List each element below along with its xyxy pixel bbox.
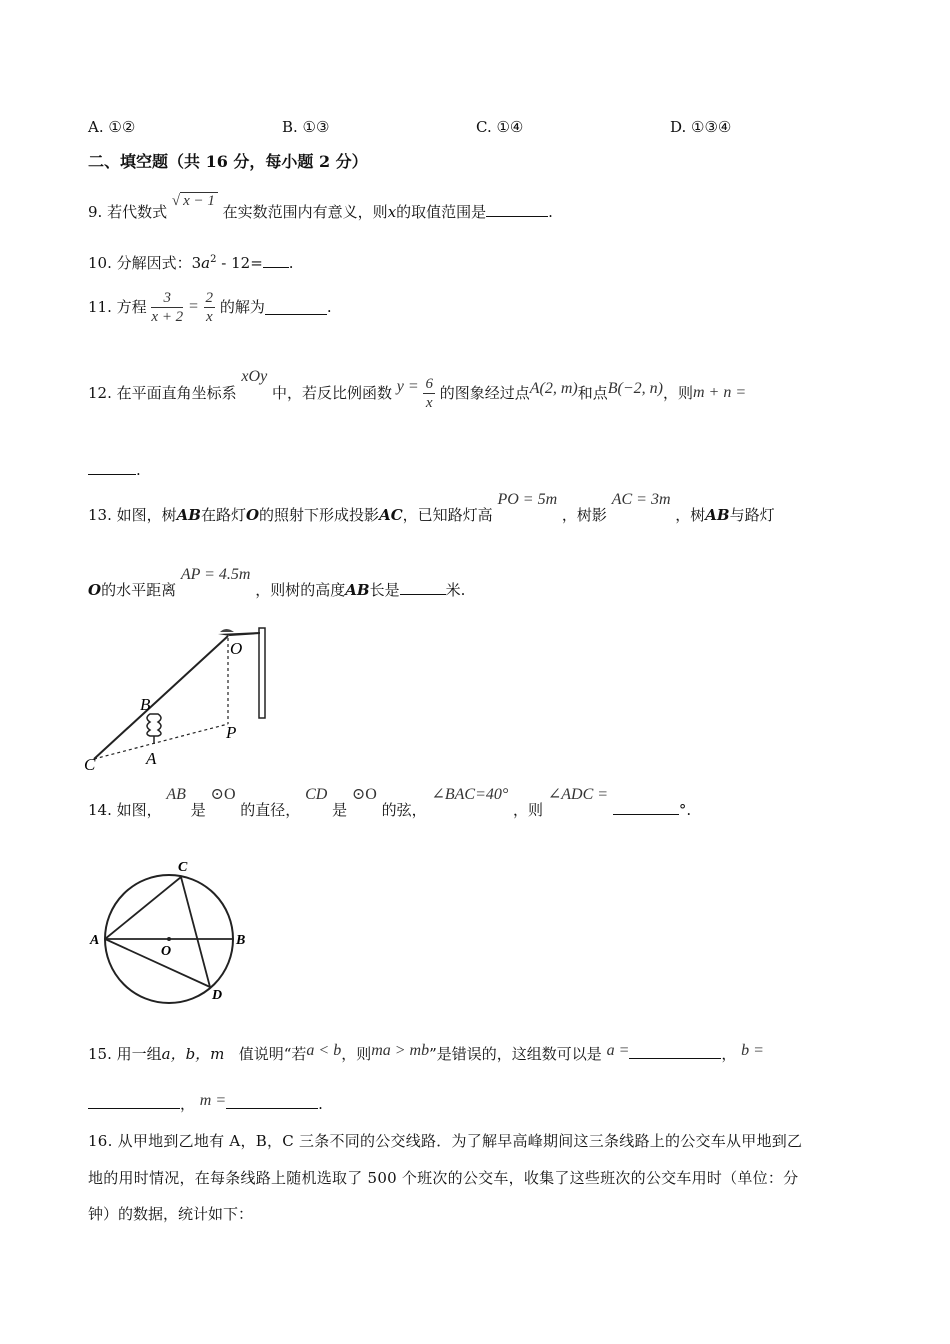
q11-number: 11. 方程 xyxy=(88,298,147,316)
question-13-line2 xyxy=(88,566,466,601)
q11-right-den: x xyxy=(205,308,213,325)
fig14-label-c: C xyxy=(178,860,188,875)
question-11 xyxy=(88,286,332,327)
q12-text-d: ，则 xyxy=(662,384,693,402)
chord-cd xyxy=(181,877,210,987)
q9-text-a: 在实数范围内有意义，则 xyxy=(222,203,388,221)
lamp-arm xyxy=(218,632,260,636)
q14-number: 14. 如图， xyxy=(88,801,162,819)
question-13 xyxy=(88,491,775,526)
q15-comma: ， xyxy=(721,1045,737,1063)
q13-line2-o: O xyxy=(88,581,102,599)
q15-a-blank xyxy=(629,1044,721,1059)
q14-t1: 是 xyxy=(190,801,206,819)
q15-condition: a < b xyxy=(306,1042,342,1059)
q13-t1: 在路灯 xyxy=(200,506,246,524)
section-title: 二、填空题（共 16 分，每小题 2 分） xyxy=(88,152,368,171)
fig13-label-p: P xyxy=(226,723,237,742)
q12-point-a: A(2, m) xyxy=(529,380,578,397)
q10-end: . xyxy=(288,254,294,272)
q16-line-1: 16. 从甲地到乙地有 A，B，C 三条不同的公交线路．为了解早高峰期间这三条线路上的公交车从甲地到乙 xyxy=(88,1132,803,1150)
q13-t9: 长是 xyxy=(369,581,400,599)
fig14-label-a: A xyxy=(90,933,100,948)
q10-exp: 2 xyxy=(210,254,217,265)
q14-cd: CD xyxy=(305,786,328,803)
fig13-label-b: B xyxy=(140,695,151,714)
q13-figure xyxy=(80,620,280,780)
question-15 xyxy=(88,1044,764,1065)
q9-sqrt: √ x − 1 xyxy=(172,191,218,211)
option-c: C. ①④ xyxy=(476,118,524,136)
q13-number: 13. 如图，树 xyxy=(88,506,177,524)
q10-number: 10. 分解因式： xyxy=(88,254,192,272)
q13-ab: AB xyxy=(176,506,201,524)
q12-expression: m + n = xyxy=(692,384,747,401)
q15-number: 15. 用一组 xyxy=(88,1045,162,1063)
q14-t5: ，则 xyxy=(513,801,544,819)
fig14-label-d: D xyxy=(212,988,223,1003)
q14-end: °. xyxy=(678,801,692,819)
q9-radicand: x − 1 xyxy=(180,192,218,209)
q10-answer-blank xyxy=(263,253,289,268)
chord-ac xyxy=(105,877,181,939)
q12-text-c: 和点 xyxy=(577,384,608,402)
q12-number: 12. 在平面直角坐标系 xyxy=(88,384,237,402)
q11-left-num: 3 xyxy=(151,289,183,308)
q15-end: . xyxy=(318,1095,323,1113)
q13-t2: 的照射下形成投影 xyxy=(259,506,380,524)
q13-t6: 与路灯 xyxy=(729,506,775,524)
q16-line-2: 地的用时情况，在每条线路上随机选取了 500 个班次的公交车，收集了这些班次的公交车用时（单位：分 xyxy=(88,1169,799,1187)
fig13-label-c: C xyxy=(84,755,96,774)
option-a: A. ①② xyxy=(88,118,136,136)
q11-right-num: 2 xyxy=(205,289,214,306)
q12-function-fraction xyxy=(423,375,435,412)
option-d: D. ①③④ xyxy=(670,118,732,136)
q14-circle-o-2: ⊙O xyxy=(351,786,377,803)
q12-coordinate-system: xOy xyxy=(241,368,268,385)
q10-coef: 3 xyxy=(191,254,202,272)
q14-t4: 的弦， xyxy=(381,801,427,819)
q13-answer-blank xyxy=(400,580,446,595)
q15-conclusion: ma > mb xyxy=(371,1042,430,1059)
q10-rest: - 12= xyxy=(216,254,263,272)
q12-text-a: 中，若反比例函数 xyxy=(271,384,392,402)
q11-end: . xyxy=(326,298,332,316)
q11-right-fraction xyxy=(204,289,216,326)
q9-answer-blank xyxy=(486,202,548,217)
tree-crown xyxy=(147,714,161,736)
q10-var: a xyxy=(201,254,211,272)
q11-left-fraction xyxy=(151,289,183,326)
q13-ac: AC xyxy=(379,506,403,524)
q11-answer-blank xyxy=(265,300,327,315)
q9-number: 9. 若代数式 xyxy=(88,203,168,221)
question-14 xyxy=(88,786,692,821)
q13-t4: ，树影 xyxy=(561,506,607,524)
q13-t7: 的水平距离 xyxy=(101,581,177,599)
q13-ac-value: AC = 3m xyxy=(611,491,671,508)
fig13-label-o: O xyxy=(230,639,243,658)
q12-answer-line xyxy=(88,460,141,480)
q12-f-num: 6 xyxy=(425,375,433,392)
q12-answer-blank xyxy=(88,460,136,475)
q9-var: x xyxy=(387,203,397,221)
fig14-label-o: O xyxy=(161,944,172,959)
q16-line-3: 钟）的数据，统计如下： xyxy=(88,1205,254,1223)
q14-circle-o-1: ⊙O xyxy=(210,786,236,803)
q11-equals: = xyxy=(187,298,199,315)
q13-unit: 米. xyxy=(445,581,466,599)
q14-angle-bac: ∠BAC=40° xyxy=(431,786,509,803)
q15-m-blank xyxy=(226,1094,318,1109)
q9-text-b: 的取值范围是 xyxy=(396,203,487,221)
q15-b-blank xyxy=(88,1094,180,1109)
q15-b-equals: b = xyxy=(741,1042,764,1059)
q14-figure xyxy=(84,855,264,1005)
q14-answer-blank xyxy=(613,800,679,815)
light-ray-co xyxy=(94,636,228,759)
q13-ap-value: AP = 4.5m xyxy=(180,566,251,583)
q13-t3: ，已知路灯高 xyxy=(402,506,493,524)
q15-m-equals: m = xyxy=(199,1092,227,1109)
q15-t2: ，则 xyxy=(341,1045,372,1063)
q12-point-b: B(−2, n) xyxy=(607,380,663,397)
q13-po-value: PO = 5m xyxy=(497,491,558,508)
q11-left-den: x + 2 xyxy=(151,308,184,325)
q14-ab: AB xyxy=(166,786,186,803)
q14-t3: 是 xyxy=(332,801,348,819)
q14-t2: 的直径， xyxy=(240,801,301,819)
lamp-head xyxy=(220,629,234,632)
question-15-line2 xyxy=(88,1094,323,1115)
q15-t1: 值说明“若 xyxy=(238,1045,307,1063)
q11-text: 的解为 xyxy=(219,298,265,316)
q9-end: . xyxy=(548,203,553,221)
q14-angle-adc: ∠ADC = xyxy=(547,786,609,803)
center-point xyxy=(167,937,171,941)
question-12 xyxy=(88,368,747,413)
q12-end: . xyxy=(136,461,141,479)
fig14-label-b: B xyxy=(236,933,246,948)
question-9 xyxy=(88,193,553,223)
fig13-label-a: A xyxy=(146,749,157,768)
q13-t5: ，树 xyxy=(675,506,706,524)
q12-y-equals: y = xyxy=(396,378,419,395)
q15-vars: a，b，m xyxy=(161,1045,225,1063)
option-b: B. ①③ xyxy=(282,118,330,136)
q15-t3: ”是错误的，这组数可以是 xyxy=(429,1045,602,1063)
q13-t8: ，则树的高度 xyxy=(255,581,346,599)
q12-f-den: x xyxy=(425,394,433,411)
q13-ab2: AB xyxy=(705,506,730,524)
pole xyxy=(259,628,265,718)
q12-text-b: 的图象经过点 xyxy=(439,384,530,402)
q13-o: O xyxy=(245,506,260,524)
q15-a-equals: a = xyxy=(606,1042,630,1059)
q15-comma-2: ， xyxy=(180,1095,196,1113)
question-10 xyxy=(88,250,294,273)
q13-ab3: AB xyxy=(345,581,370,599)
